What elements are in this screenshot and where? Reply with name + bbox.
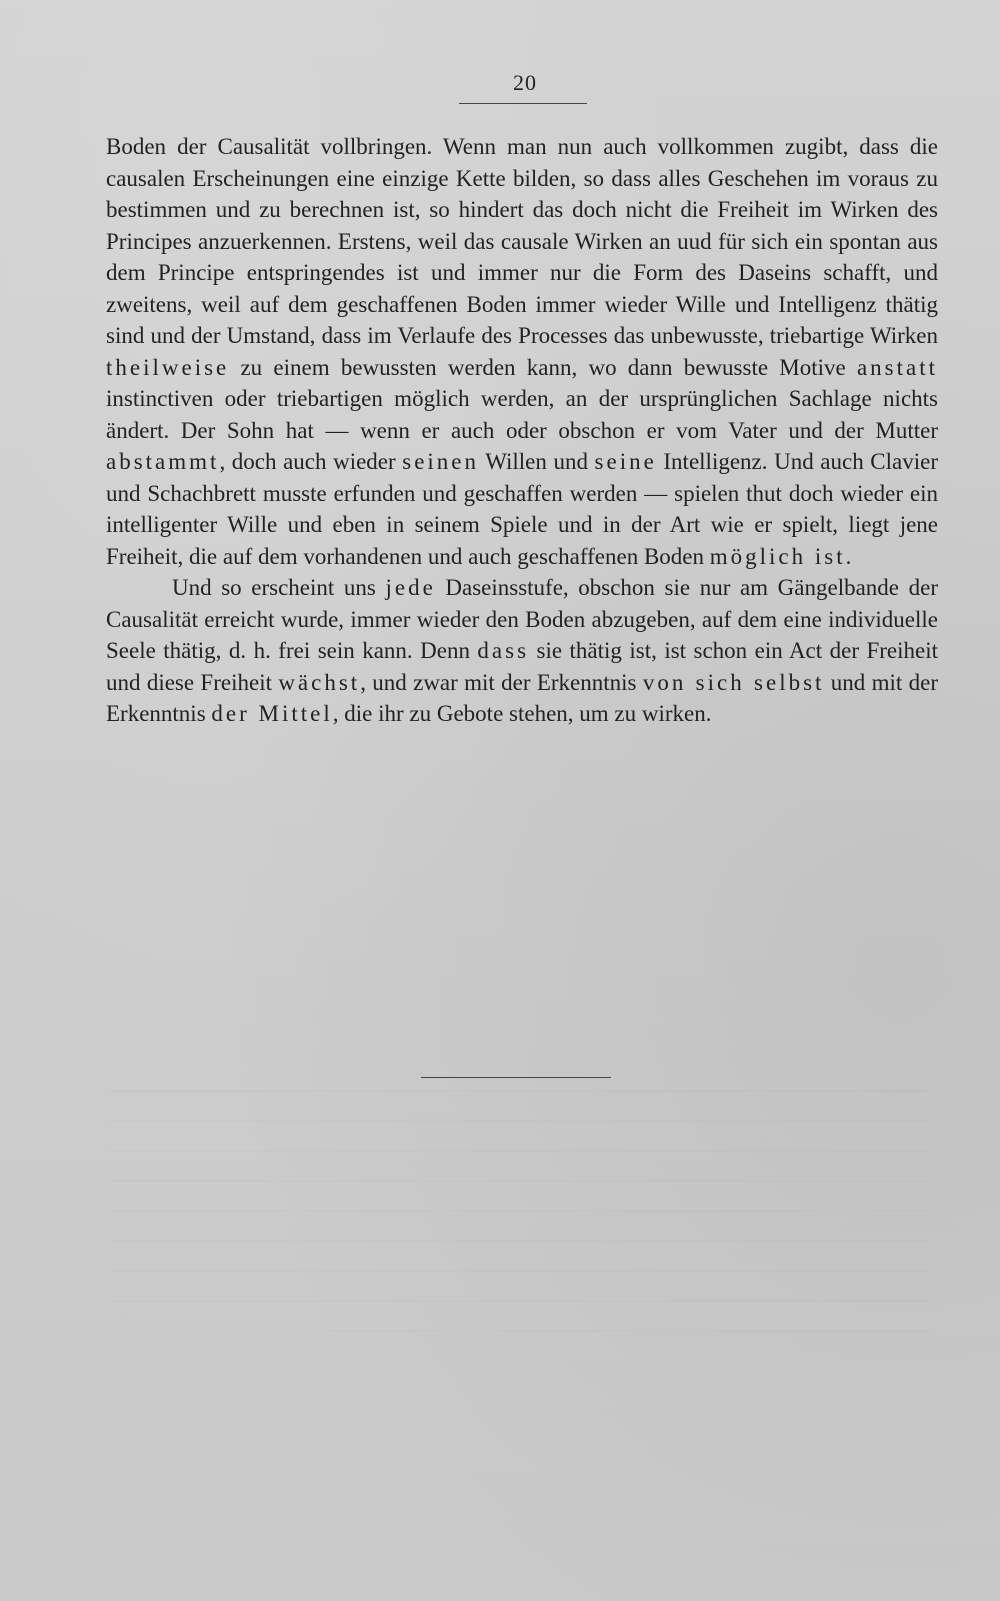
spaced-emphasis: der Mittel: [211, 701, 333, 726]
text-segment: Willen und: [479, 449, 595, 474]
spaced-emphasis: möglich ist: [709, 543, 846, 569]
bleed-through-shadow: [110, 1090, 930, 1350]
spaced-emphasis: dass: [477, 638, 530, 663]
text-segment: , und zwar mit der Erkenntnis: [360, 669, 643, 695]
paragraph-2: [106, 572, 938, 730]
text-segment: , die ihr zu Gebote stehen, um zu wirken.: [332, 701, 712, 726]
spaced-emphasis: theilweise: [106, 354, 230, 380]
text-segment: Daseinsstufe, obschon sie nur am Gängelbande der Causalität erreicht wurde, immer wieder den Boden abzugeben, auf dem eine individuelle Seele thätig, d. h. frei sein kann. Denn: [106, 575, 938, 663]
spaced-emphasis: von sich selbst: [642, 669, 825, 695]
spaced-emphasis: seine: [594, 449, 657, 474]
text-segment: Und so erscheint uns: [172, 575, 386, 600]
body-text: [106, 131, 938, 730]
text-segment: , doch auch wieder: [219, 449, 403, 474]
paragraph-1: [106, 131, 938, 572]
page-number: 20: [513, 70, 537, 95]
header-rule: [459, 103, 587, 104]
text-segment: sie thätig ist, ist schon ein Act der Freiheit und diese Freiheit: [106, 638, 938, 695]
end-rule: [421, 1077, 611, 1078]
text-segment: instinctiven oder triebartigen möglich werden, an der ursprünglichen Sachlage nichts ändert. Der Sohn hat — wenn er auch oder obschon er vom Vater und der Mutter: [106, 386, 938, 443]
spaced-emphasis: anstatt: [856, 354, 938, 380]
text-segment: Intelligenz. Und auch Clavier und Schachbrett musste erfunden und geschaffen werden — spielen thut doch wieder ein intelligenter Wille und eben in seinem Spiele und in der Art wie er spielt, liegt jene Freiheit, die auf dem vorhandenen und auch geschaffenen Boden: [106, 449, 938, 569]
spaced-emphasis: abstammt: [106, 449, 220, 474]
text-segment: Boden der Causalität vollbringen. Wenn man nun auch vollkommen zugibt, dass die causalen Erscheinungen eine einzige Kette bilden, so dass alles Geschehen im voraus zu bestimmen und zu berechnen ist, so hindert das doch nicht die Freiheit im Wirken des Principes anzuerkennen. Erstens, weil das causale Wirken an uud für sich ein spontan aus dem Principe entspringendes ist und immer nur die Form des Daseins schafft, und zweitens, weil auf dem geschaffenen Boden immer wieder Wille und Intelligenz thätig sind und der Umstand, dass im Verlaufe des Processes das unbewusste, triebartige Wirken: [106, 134, 938, 348]
spaced-emphasis: jede: [385, 575, 436, 600]
spaced-emphasis: seinen: [402, 449, 480, 474]
spaced-emphasis: wächst: [278, 669, 361, 695]
text-segment: .: [845, 543, 852, 569]
text-segment: zu einem bewussten werden kann, wo dann bewusste Motive: [229, 354, 857, 380]
text-segment: und mit der Erkenntnis: [106, 669, 938, 726]
